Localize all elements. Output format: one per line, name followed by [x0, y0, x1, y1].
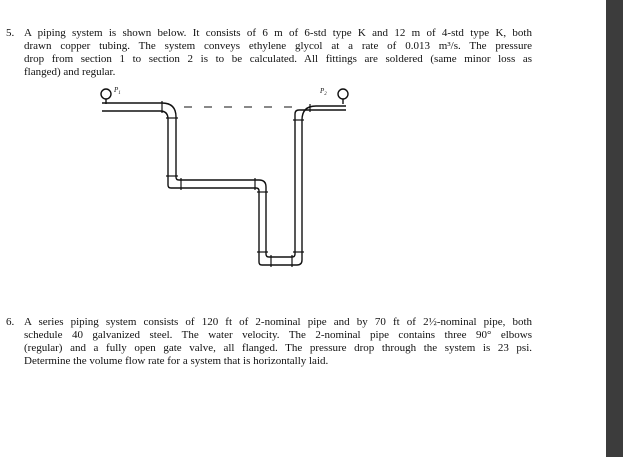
problem-5-line-1: A piping system is shown below. It consists of 6 m of 6-std type K and 12 m of 4-std type K, both — [24, 27, 532, 39]
problem-5-text — [24, 27, 532, 79]
problem-5-line-4: flanged) and regular. — [24, 66, 116, 78]
piping-system-diagram — [96, 82, 366, 272]
pipe-section-1-inner — [102, 111, 286, 265]
problem-6-number: 6. — [6, 316, 15, 328]
pressure-gauge-1-icon — [101, 89, 111, 104]
problem-6-line-3: (regular) and a fully open gate valve, all flanged. The pressure drop through the system is 23 psi. — [24, 342, 532, 354]
right-scrollbar[interactable] — [606, 0, 623, 457]
label-p2: $P_2$ — [320, 87, 327, 97]
problem-5-number: 5. — [6, 27, 15, 39]
pipe-section-2-inner — [286, 110, 346, 257]
label-p1: $P_1$ — [114, 86, 121, 96]
pressure-gauge-2-icon — [338, 89, 348, 104]
problem-5-line-2: drawn copper tubing. The system conveys ethylene glycol at a rate of 0.013 m³/s. The pressure — [24, 40, 532, 52]
problem-6-text — [24, 316, 532, 368]
problem-5-line-3: drop from section 1 to section 2 is to be calculated. All fittings are soldered (same minor loss as — [24, 53, 532, 65]
pipe-fittings — [162, 101, 310, 267]
problem-6-line-1: A series piping system consists of 120 ft of 2-nominal pipe and by 70 ft of 2½-nominal pipe, both — [24, 316, 532, 328]
problem-6-line-4: Determine the volume flow rate for a system that is horizontally laid. — [24, 355, 329, 367]
problem-6-line-2: schedule 40 galvanized steel. The water velocity. The 2-nominal pipe contains three 90° elbows — [24, 329, 532, 341]
